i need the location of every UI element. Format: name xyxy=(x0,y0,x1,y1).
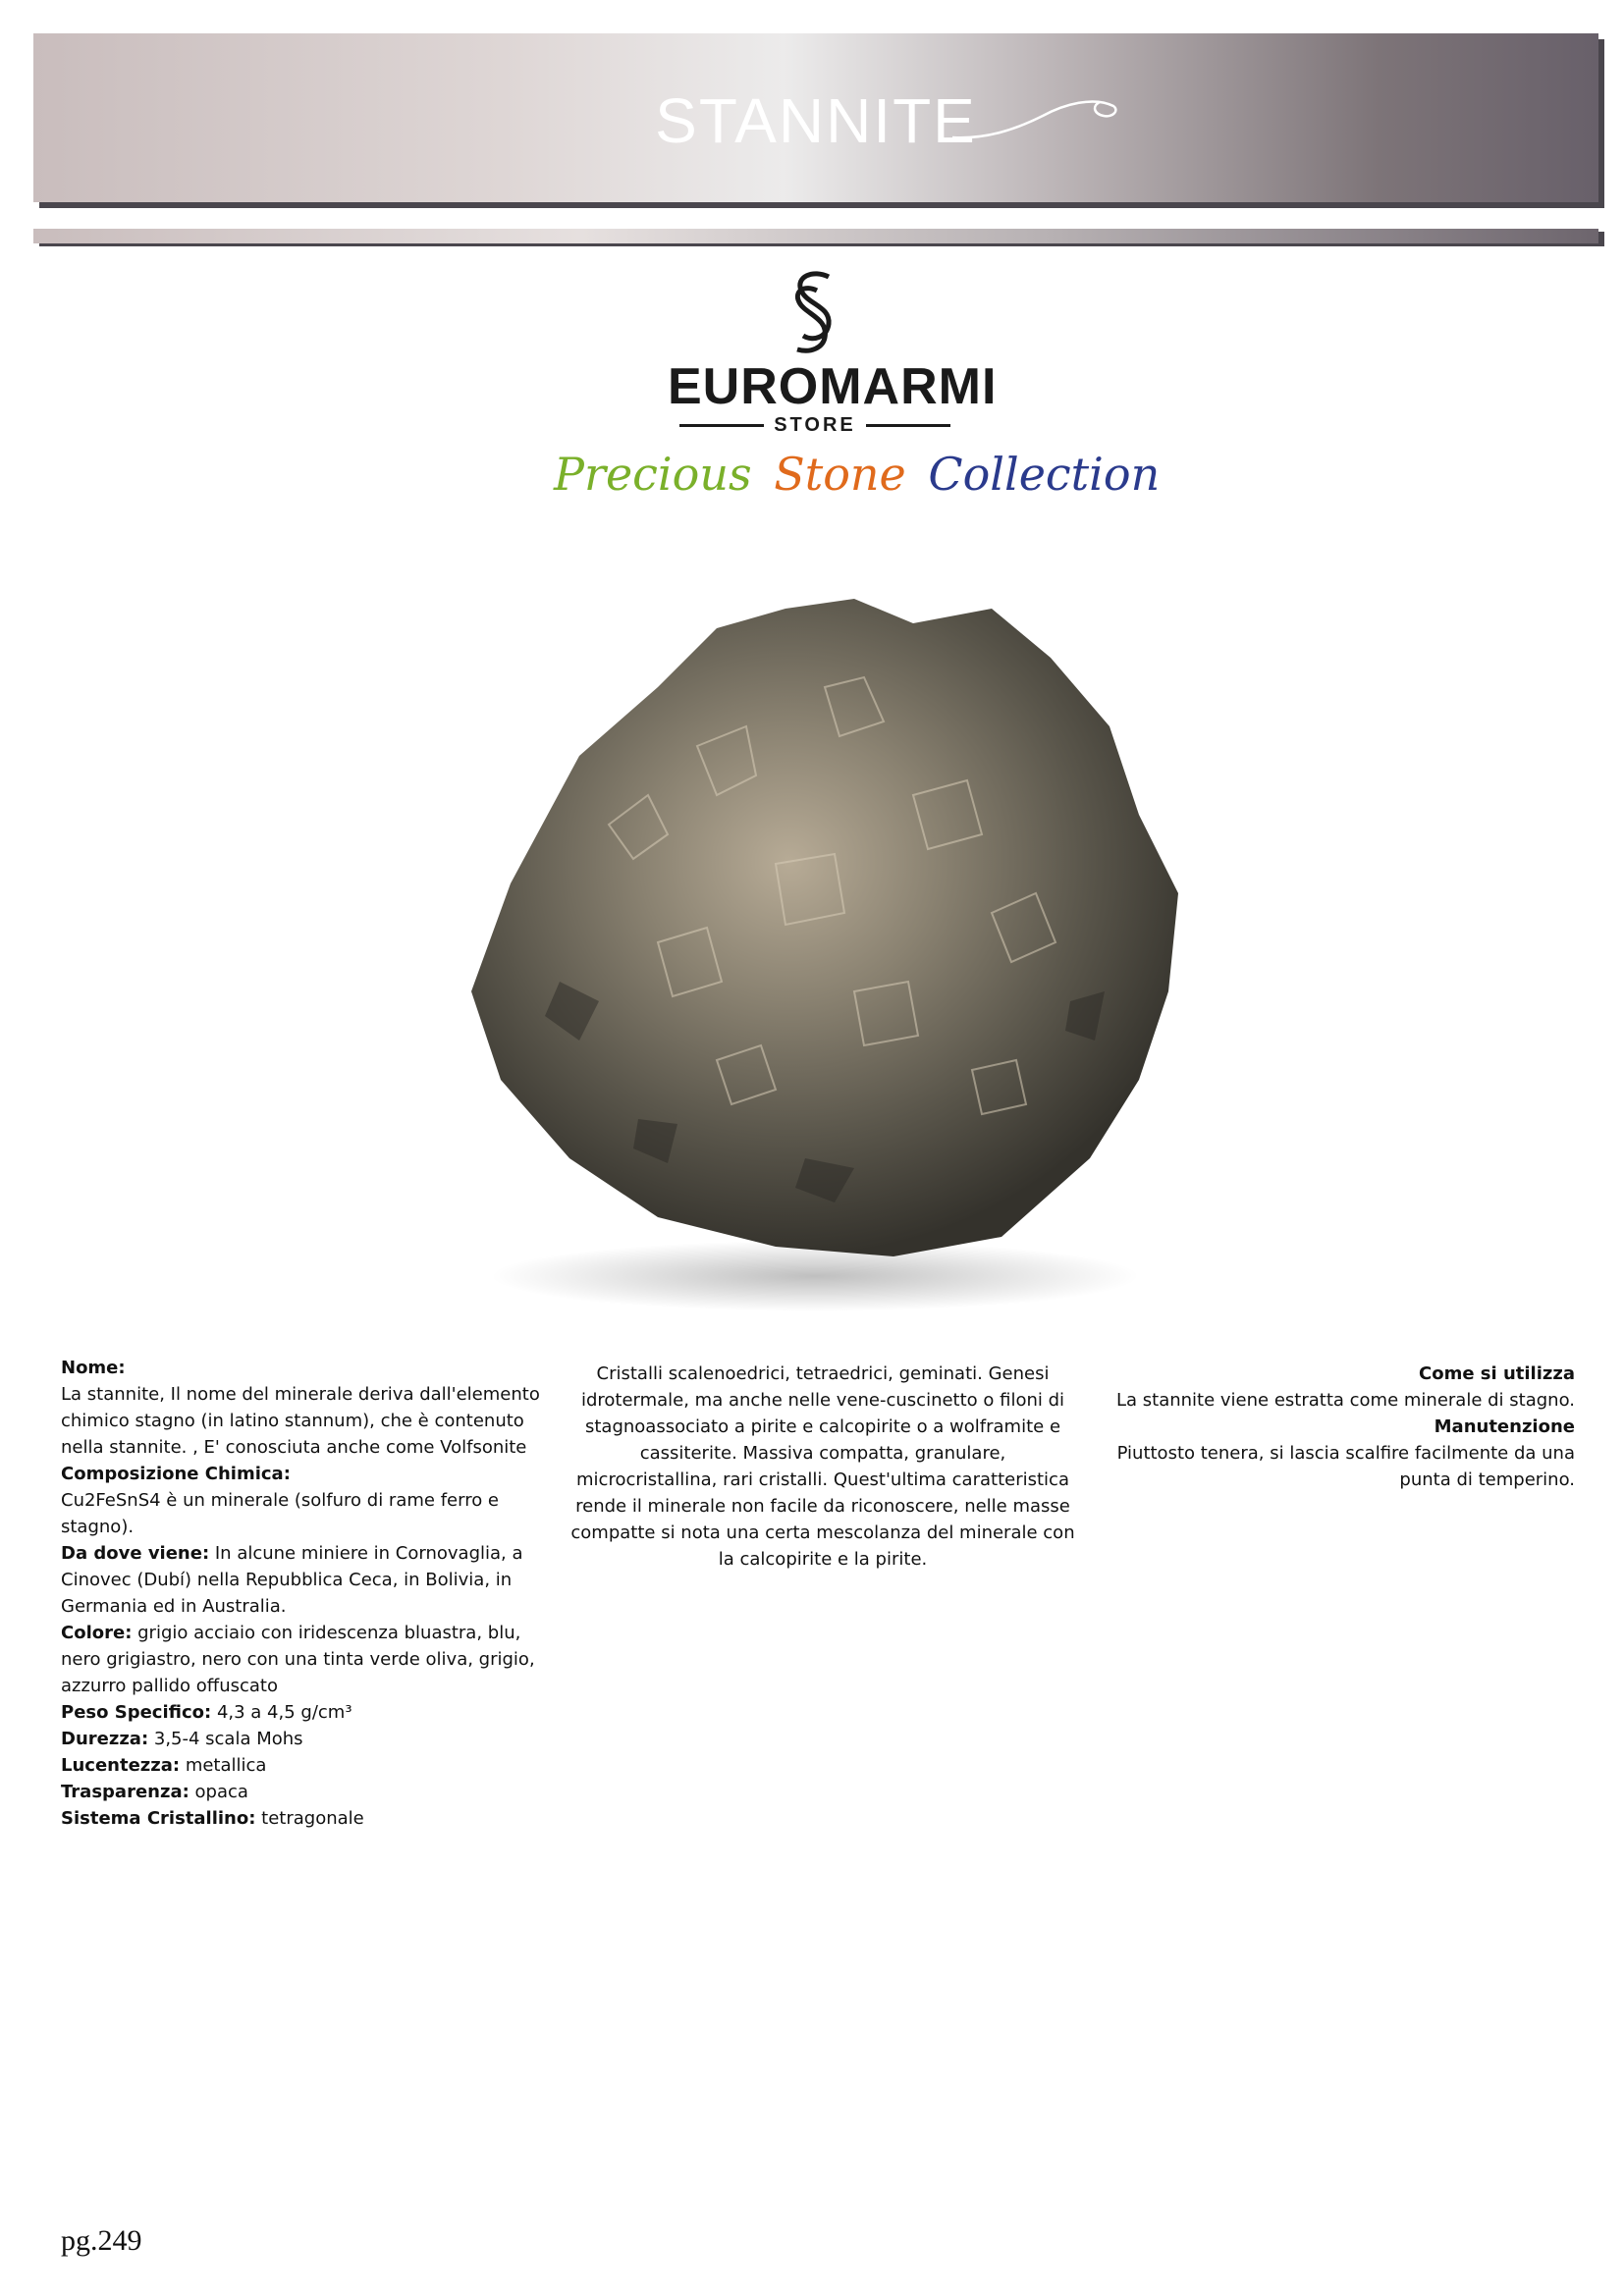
lucentezza-row xyxy=(61,1752,562,1779)
trasparenza-label: Trasparenza: xyxy=(61,1782,189,1802)
nome-text: La stannite, Il nome del minerale deriva dall'elemento chimico stagno (in latino stannum), che è contenuto nella stannite. , E' conosciuta anche come Volfsonite xyxy=(61,1384,540,1458)
logo-store-row xyxy=(668,414,962,437)
composizione-section xyxy=(61,1461,562,1487)
logo-rule-right xyxy=(866,424,950,427)
description-text: Cristalli scalenoedrici, tetraedrici, geminati. Genesi idrotermale, ma anche nelle vene-cuscinetto o filoni di stagnoassociato a pirite e calcopirite o a wolframite e cassiterite. Massiva compatta, granulare, microcristallina, rari cristalli. Quest'ultima caratteristica rende il minerale non facile da riconoscere, nelle masse compatte si nota una certa mescolanza del minerale con la calcopirite e la pirite. xyxy=(570,1363,1075,1570)
lucentezza-label: Lucentezza: xyxy=(61,1755,181,1776)
provenienza-text: In alcune miniere in Cornovaglia, a Cinovec (Dubí) nella Repubblica Ceca, in Bolivia, in Germania ed in Australia. xyxy=(61,1543,523,1617)
page-number: pg.249 xyxy=(61,2224,142,2257)
durezza-text: 3,5-4 scala Mohs xyxy=(148,1729,303,1749)
collection-tagline xyxy=(550,448,1161,501)
manutenzione-section xyxy=(1090,1414,1575,1440)
lucentezza-text: metallica xyxy=(180,1755,267,1776)
uso-section xyxy=(1090,1361,1575,1387)
usage-column xyxy=(1090,1361,1575,1493)
nome-section xyxy=(61,1355,562,1381)
colore-text: grigio acciaio con iridescenza bluastra, blu, nero grigiastro, nero con una tinta verde oliva, grigio, azzurro pallido offuscato xyxy=(61,1623,535,1696)
colore-label: Colore: xyxy=(61,1623,133,1643)
collection-word-stone: Stone xyxy=(774,448,906,501)
peso-row xyxy=(61,1699,562,1726)
uso-label: Come si utilizza xyxy=(1419,1363,1575,1384)
header-rule-bar xyxy=(33,229,1598,243)
title-banner xyxy=(33,33,1598,202)
durezza-row xyxy=(61,1726,562,1752)
trasparenza-text: opaca xyxy=(189,1782,248,1802)
trasparenza-row xyxy=(61,1779,562,1805)
euromarmi-ss-monogram xyxy=(785,269,844,357)
collection-word-precious: Precious xyxy=(554,448,752,501)
peso-text: 4,3 a 4,5 g/cm³ xyxy=(211,1702,352,1723)
peso-label: Peso Specifico: xyxy=(61,1702,212,1723)
sistema-text: tetragonale xyxy=(255,1808,364,1829)
provenienza-row xyxy=(61,1540,562,1620)
logo-brand-name: EUROMARMI xyxy=(668,358,998,415)
manutenzione-label: Manutenzione xyxy=(1434,1416,1575,1437)
durezza-label: Durezza: xyxy=(61,1729,149,1749)
logo-rule-left xyxy=(679,424,764,427)
euromarmi-logo xyxy=(668,269,998,436)
properties-column xyxy=(61,1355,562,1832)
sistema-label: Sistema Cristallino: xyxy=(61,1808,256,1829)
logo-store-label: STORE xyxy=(774,414,856,436)
uso-text: La stannite viene estratta come minerale di stagno. xyxy=(1115,1390,1575,1411)
composizione-label: Composizione Chimica: xyxy=(61,1464,291,1484)
nome-label: Nome: xyxy=(61,1358,126,1378)
title-swash-ornament xyxy=(947,82,1123,151)
manutenzione-text: Piuttosto tenera, si lascia scalfire facilmente da una punta di temperino. xyxy=(1116,1443,1575,1490)
sistema-row xyxy=(61,1805,562,1832)
stannite-specimen-image xyxy=(363,569,1247,1325)
provenienza-label: Da dove viene: xyxy=(61,1543,210,1564)
collection-word-collection: Collection xyxy=(928,448,1161,501)
description-column xyxy=(568,1361,1078,1573)
colore-row xyxy=(61,1620,562,1699)
composizione-text: Cu2FeSnS4 è un minerale (solfuro di rame ferro e stagno). xyxy=(61,1490,500,1537)
page-title: STANNITE xyxy=(655,85,977,156)
